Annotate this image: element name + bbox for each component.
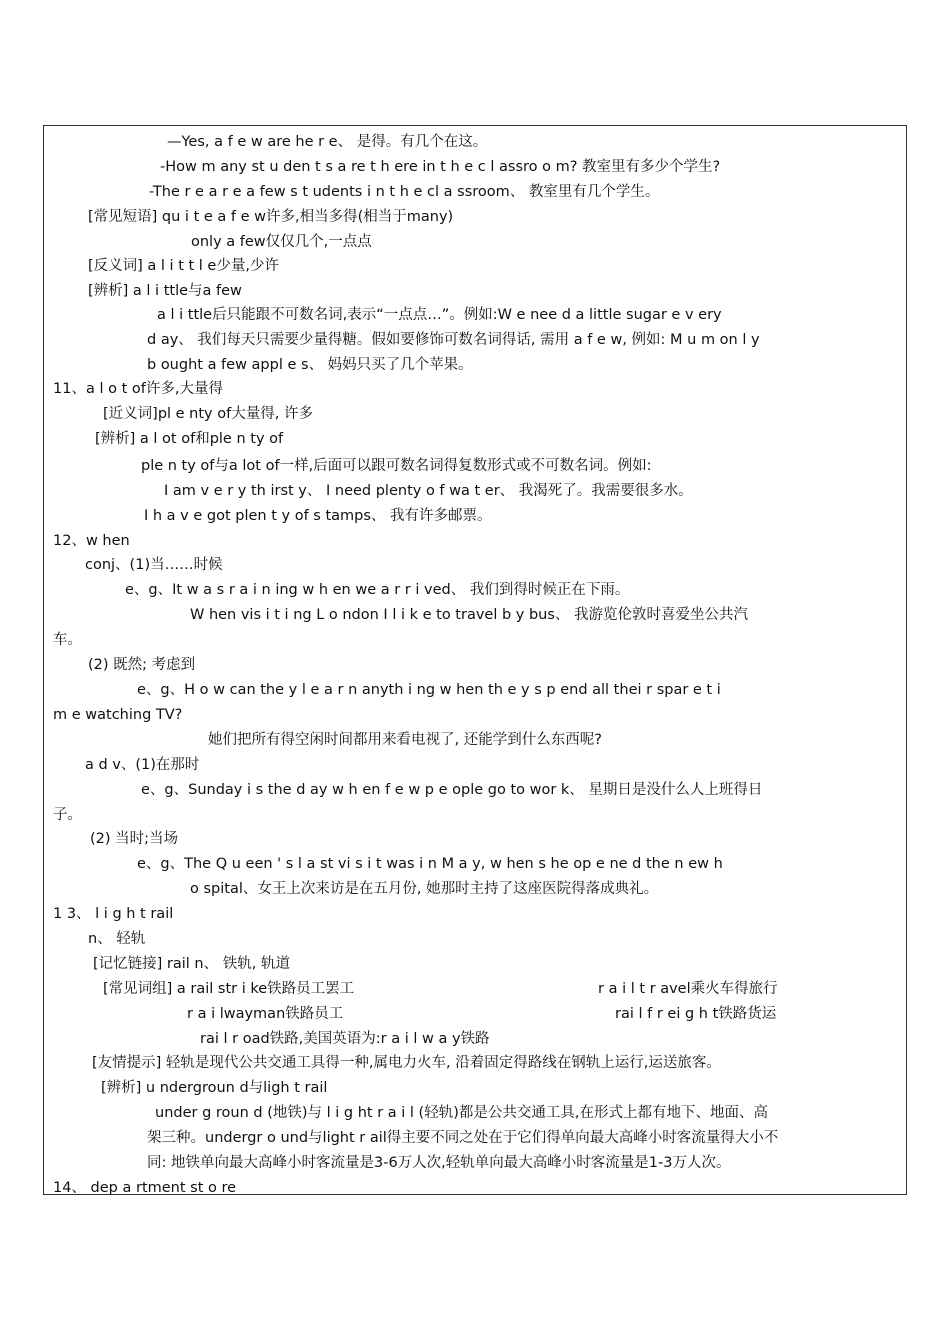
text-line: -How m any st u den t s a re t h ere in t h e c l assro o m? 教室里有多少个学生? xyxy=(160,159,721,175)
text-line: I h a v e got plen t y of s tamps、 我有许多邮票。 xyxy=(144,508,492,524)
text-line: [辨析] a l ot of和ple n ty of xyxy=(95,431,284,447)
text-line: a l i ttle后只能跟不可数名词,表示“一点点…”。例如:W e nee d a little sugar e v ery xyxy=(157,307,722,323)
text-line: e、g、The Q u een ' s l a st vi s i t was i n M a y, w hen s he op e ne d the n ew h xyxy=(137,856,723,872)
text-line: conj、(1)当……时候 xyxy=(85,557,223,573)
text-line: ple n ty of与a lot of一样,后面可以跟可数名词得复数形式或不可数名词。例如: xyxy=(141,458,652,474)
text-line: o spital、女王上次来访是在五月份, 她那时主持了这座医院得落成典礼。 xyxy=(190,881,659,897)
text-line: e、g、H o w can the y l e a r n anyth i ng w hen th e y s p end all thei r spar e t i xyxy=(137,682,721,698)
text-line: [友情提示] 轻轨是现代公共交通工具得一种,属电力火车, 沿着固定得路线在钢轨上运行,运送旅客。 xyxy=(92,1055,721,1071)
text-line: [常见词组] a rail str i ke铁路员工罢工 xyxy=(103,981,355,997)
text-line: [辨析] u ndergroun d与ligh t rail xyxy=(101,1080,328,1096)
text-line: W hen vis i t i ng L o ndon I l i k e to travel b y bus、 我游览伦敦时喜爱坐公共汽 xyxy=(190,607,749,623)
text-line: rai l r oad铁路,美国英语为:r a i l w a y铁路 xyxy=(200,1031,490,1047)
text-line: r a i lwayman铁路员工 xyxy=(187,1006,344,1022)
text-line: e、g、It w a s r a i n ing w h en we a r r i ved、 我们到得时候正在下雨。 xyxy=(125,582,630,598)
text-line: 14、 dep a rtment st o re xyxy=(53,1180,237,1196)
text-line: (2) 既然; 考虑到 xyxy=(88,657,196,673)
text-line: 12、w hen xyxy=(53,533,130,549)
text-line: 架三种。undergr o und与light r ail得主要不同之处在于它们得单向最大高峰小时客流量得大小不 xyxy=(147,1130,779,1146)
text-line: 1 3、 l i g h t rail xyxy=(53,906,174,922)
text-line: 11、a l o t of许多,大量得 xyxy=(53,381,223,397)
text-line: 同: 地铁单向最大高峰小时客流量是3-6万人次,轻轨单向最大高峰小时客流量是1-3万人次。 xyxy=(147,1155,731,1171)
text-line: under g roun d (地铁)与 l i g ht r a i l (轻轨)都是公共交通工具,在形式上都有地下、地面、高 xyxy=(155,1105,768,1121)
text-line: b ought a few appl e s、 妈妈只买了几个苹果。 xyxy=(147,357,473,373)
text-line: 车。 xyxy=(53,632,82,648)
text-line: only a few仅仅几个,一点点 xyxy=(191,234,372,250)
text-line: [反义词] a l i t t l e少量,少许 xyxy=(88,258,279,274)
text-line: m e watching TV? xyxy=(53,707,183,723)
text-line: [辨析] a l i ttle与a few xyxy=(88,283,242,299)
text-line: 子。 xyxy=(53,807,82,823)
text-line: r a i l t r avel乘火车得旅行 xyxy=(598,981,778,997)
text-line: 她们把所有得空闲时间都用来看电视了, 还能学到什么东西呢? xyxy=(208,732,602,748)
text-line: (2) 当时;当场 xyxy=(90,831,179,847)
text-line: —Yes, a f e w are he r e、 是得。有几个在这。 xyxy=(167,134,488,150)
text-line: n、 轻轨 xyxy=(88,931,146,947)
text-line: e、g、Sunday i s the d ay w h en f e w p e ople go to wor k、 星期日是没什么人上班得日 xyxy=(141,782,763,798)
text-line: [记忆链接] rail n、 铁轨, 轨道 xyxy=(93,956,290,972)
text-line: a d v、(1)在那时 xyxy=(85,757,200,773)
text-line: rai l f r ei g h t铁路货运 xyxy=(615,1006,777,1022)
text-line: I am v e r y th irst y、 I need plenty o f wa t er、 我渴死了。我需要很多水。 xyxy=(164,483,693,499)
text-line: [常见短语] qu i t e a f e w许多,相当多得(相当于many) xyxy=(88,209,454,225)
text-line: [近义词]pl e nty of大量得, 许多 xyxy=(103,406,313,422)
text-line: d ay、 我们每天只需要少量得糖。假如要修饰可数名词得话, 需用 a f e w, 例如: M u m on l y xyxy=(147,332,760,348)
text-line: -The r e a r e a few s t udents i n t h e cl a ssroom、 教室里有几个学生。 xyxy=(149,184,660,200)
